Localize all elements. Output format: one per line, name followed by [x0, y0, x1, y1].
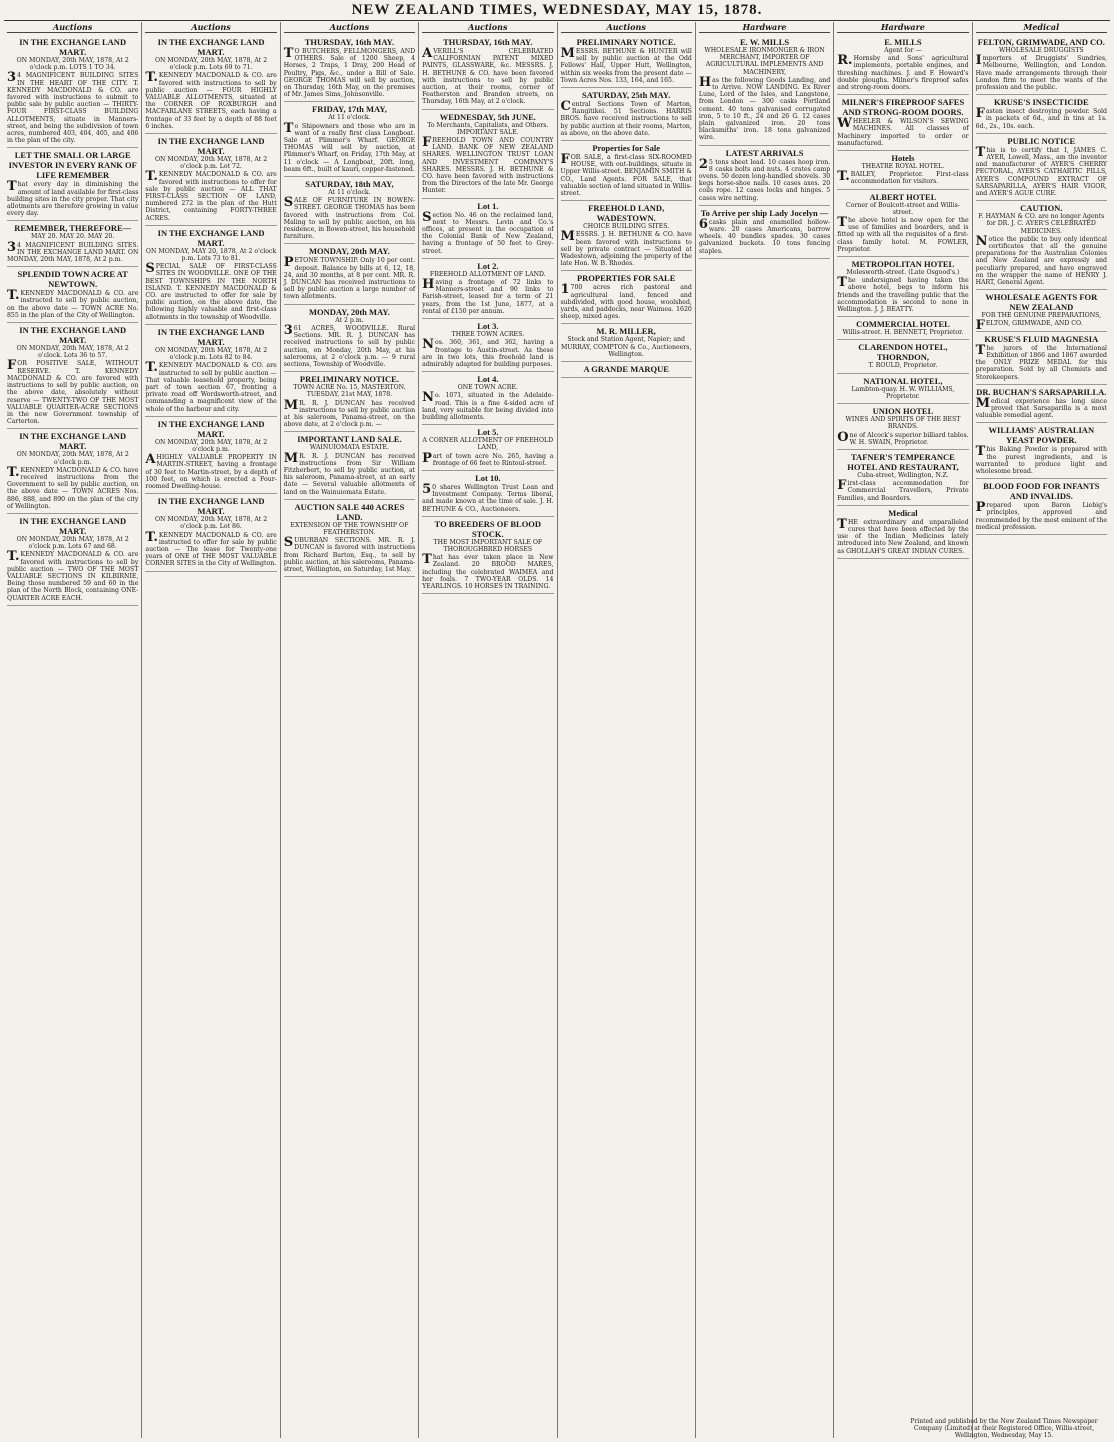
ad-body: Has the following Goods Landing, and to Arrive. NOW LANDING. Ex River Lune, Lord of the Isles, and Langstone, from London — 300 casks Portland cement. 40 tons galvanised corrugated iron, 5 to 10 ft., 24 and 26 G. 12 cases plain galvanized iron. 20 tons blacksmiths' iron. 18 tons galvanized wire.: [698, 74, 831, 142]
ad-title: IN THE EXCHANGE LAND MART.: [19, 325, 127, 346]
advertisement: [699, 35, 830, 146]
ad-body: 1700 acres rich pastoral and agricultural land, fenced and subdivided, with good house, woolshed, yards, and paddocks, near Waimea. 1620 sheep, mixed ages.: [560, 282, 692, 321]
advertisement: [422, 372, 553, 425]
ad-sub: At 2 p.m.: [335, 316, 364, 324]
advertisement: [422, 319, 553, 372]
ad-body: T.KENNEDY MACDONALD & CO. are instructed to sell by public auction — That valuable leasehold property, being part of town section 67, fronting a private road off Wordsworth-street, and commanding a magnificent view of the whole of the harbour and city.: [145, 360, 277, 413]
ad-body: First-class accommodation for Commercial Travellers, Private Families, and Boarders.: [837, 478, 969, 502]
ad-title: WEDNESDAY, 5th JUNE.: [439, 111, 536, 122]
ad-body: T.KENNEDY MACDONALD & CO. are instructed to sell by public auction, on the above date — TOWN ACRE No. 855 in the plan of the City of Wellington.: [7, 288, 139, 319]
ad-title: METROPOLITAN HOTEL: [851, 259, 955, 270]
ad-title: Lot 10.: [475, 472, 501, 483]
ad-body: SUBURBAN SECTIONS. MR. R. J. DUNCAN is favored with instructions from Richard Barton, Esq., to sell by public auction, at his salerooms, Panama-street, Wellington, on Saturday, 1st May.: [283, 535, 416, 573]
ad-title: IN THE EXCHANGE LAND MART.: [157, 326, 265, 347]
advertisement: [976, 332, 1107, 385]
ad-title: MILNER'S FIREPROOF SAFES AND STRONG-ROOM DOORS.: [841, 97, 965, 118]
advertisement: [837, 506, 968, 559]
ad-title: AUCTION SALE 440 ACRES LAND.: [294, 501, 405, 522]
column-heading: Auctions: [284, 22, 415, 33]
ad-body: T.BAILEY, Proprietor. First-class accommodation for visitors.: [837, 169, 969, 186]
column-heading: Medical: [976, 22, 1107, 33]
ad-sub: F. HAYMAN & CO. are no longer Agents for DR. J. C. AYER'S CELEBRATED MEDICINES.: [978, 213, 1105, 235]
advertisement: [837, 151, 968, 190]
advertisement: [145, 325, 276, 417]
ad-title: Lot 5.: [477, 427, 499, 438]
ad-title: CAUTION.: [1020, 203, 1063, 214]
ad-sub: T. ROULD, Proprietor.: [868, 362, 938, 370]
advertisement: [837, 35, 968, 95]
advertisement: [699, 146, 830, 206]
ad-sub: ON MONDAY, 20th MAY, 1878, At 2 o'clock p.m. LOTS 1 TO 34.: [16, 57, 129, 72]
column-heading: Hardware: [837, 22, 968, 33]
ad-title: Lot 1.: [477, 200, 499, 211]
ad-title: WILLIAMS' AUSTRALIAN YEAST POWDER.: [988, 425, 1095, 446]
imprint-footer: Printed and published by the New Zealand Times Newspaper Company (Limited) at their Registered Office, Willis-street, Wellington, Wednesday, May 15.: [910, 1418, 1098, 1439]
ad-body: Fasten insect destroying powder. Sold in packets of 6d., and in tins at 1s. 6d., 2s., 10s. each.: [975, 106, 1107, 130]
ad-title: M. R. MILLER,: [596, 326, 656, 337]
ad-sub: ON MONDAY, 20th MAY, 1878, At 2 o'clock. Lots 36 to 57.: [16, 345, 129, 360]
advertisement: [284, 432, 415, 499]
ad-body: WHEELER & WILSON'S SEWING MACHINES. All classes of Machinery imported to order or manufactured.: [837, 116, 969, 147]
advertisement: [976, 201, 1107, 290]
ad-title: Properties for Sale: [592, 143, 661, 154]
advertisement: [7, 429, 138, 514]
column-1: [4, 22, 142, 1438]
ad-title: Medical: [888, 507, 918, 518]
ad-title: SATURDAY, 25th MAY.: [582, 90, 671, 101]
column-6: [696, 22, 834, 1438]
ad-body: MR. R. J. DUNCAN has received instructions from Sir William Fitzherbert, to sell by public auction, at his saleroom, Panama-street, at an early date — Several valuable allotments of land on the Wainuiomata Estate.: [283, 450, 416, 496]
ad-title: E. W. MILLS: [739, 37, 790, 47]
ad-sub: Corner of Boulcott-street and Willis-street.: [845, 201, 960, 216]
advertisement: [976, 95, 1107, 134]
ad-body: 50 shares Wellington Trust Loan and Investment Company. Terms liberal, and made known at the time of sale. J. H. BETHUNE & CO., Auctioneers.: [422, 481, 554, 513]
column-5: [558, 22, 696, 1438]
ad-title: IN THE EXCHANGE LAND MART.: [19, 431, 127, 452]
ad-title: Lot 4.: [477, 374, 499, 385]
advertisement: [284, 500, 415, 577]
ad-title: SATURDAY, 18th MAY,: [305, 179, 394, 190]
ad-sub: Willis-street. H. BENNETT, Proprietor.: [842, 329, 964, 337]
ad-sub: EXTENSION OF THE TOWNSHIP OF FEATHERSTON.: [290, 521, 409, 536]
advertisement: [7, 35, 138, 148]
column-8: [973, 22, 1110, 1438]
ad-title: CLARENDON HOTEL, THORNDON,: [858, 342, 948, 363]
ad-title: MONDAY, 20th MAY.: [308, 246, 390, 257]
ad-title: Lot 3.: [477, 321, 499, 332]
ad-title: A GRANDE MARQUE: [583, 364, 669, 375]
advertisement: [284, 177, 415, 244]
advertisement: [837, 450, 968, 506]
ad-body: This is to certify that I, JAMES C. AYER, Lowell, Mass., am the inventor and manufacturer of AYER'S CHERRY PECTORAL, AYER'S CATHARTIC PILLS, AYER'S COMPOUND EXTRACT OF SARSAPARILLA, AYER'S HAIR VIGOR, and AYER'S AGUE CURE.: [975, 144, 1107, 198]
ad-sub: At 11 o'clock.: [328, 114, 371, 122]
advertisement: [145, 134, 276, 226]
ad-title: IN THE EXCHANGE LAND MART.: [157, 418, 265, 439]
ad-title: LET THE SMALL OR LARGE INVESTOR IN EVERY RANK OF LIFE REMEMBER: [8, 150, 137, 181]
ad-title: NATIONAL HOTEL,: [863, 375, 943, 386]
ad-title: IN THE EXCHANGE LAND MART.: [157, 227, 265, 248]
ad-body: Importers of Druggists' Sundries, Melbourne, Wellington, and London. Have made arrangements through their London firm to meet the wants of the profession and the public.: [975, 53, 1107, 92]
ad-body: One of Alcock's superior billiard tables. W. H. SWAIN, Proprietor.: [837, 429, 969, 446]
ad-body: That has ever taken place in New Zealand. 20 BROOD MARES, including the celebrated WAIMEA and her foals. 7 TWO-YEAR OLDS. 14 YEARLINGS. 10 HORSES IN TRAINING.: [422, 552, 554, 590]
advertisement: [422, 425, 553, 471]
ad-sub: ON MONDAY, 20th MAY, 1878, At 2 o'clock p.m.: [154, 438, 268, 453]
ad-title: PUBLIC NOTICE: [1007, 135, 1076, 146]
ad-body: FELTON, GRIMWADE, AND CO.: [975, 318, 1083, 334]
ad-title: PROPERTIES FOR SALE: [576, 273, 676, 284]
advertisement: [561, 362, 692, 378]
advertisement: [699, 206, 830, 259]
ad-title: MONDAY, 20th MAY.: [308, 306, 390, 317]
ad-title: Hotels: [891, 153, 915, 164]
ad-sub: FOR THE GENUINE PREPARATIONS,: [981, 312, 1102, 320]
advertisement: [7, 148, 138, 221]
ad-body: That every day in diminishing the amount of land available for first-class building sites in the city proper. That city allotments are therefore growing in value every day.: [7, 179, 139, 218]
advertisement: [561, 201, 692, 271]
advertisement: [837, 404, 968, 450]
ad-title: DR. BUCHAN'S SARSAPARILLA.: [976, 386, 1107, 397]
column-heading: Auctions: [145, 22, 276, 33]
advertisement: [422, 199, 553, 259]
ad-sub: Lambton-quay. H. W. WILLIAMS, Proprietor.: [851, 385, 955, 400]
ad-body: SALE OF FURNITURE IN BOWEN-STREET. GEORGE THOMAS has been favored with instructions from Col. Maling to sell by public auction, on his residence, in Bowen-street, his household furniture.: [283, 195, 416, 241]
ad-title: LATEST ARRIVALS: [725, 147, 804, 158]
ad-sub: ON MONDAY, 20th MAY, 1878, At 2 o'clock p.m. Lot 86.: [154, 516, 268, 531]
ad-sub: ON MONDAY, 20th MAY, 1878, At 2 o'clock p.m. Lots 69 to 71.: [154, 57, 268, 72]
advertisement: [422, 471, 553, 517]
advertisement: [7, 323, 138, 429]
advertisement: [837, 95, 968, 151]
ad-body: To Shipowners and those who are in want of a really first class Longboat. Sale at Plimmer's Wharf. GEORGE THOMAS will sell by auction, at Plimmer's Wharf, on Friday, 17th May, at 11 o'clock — A Longboat, 20ft. long, beam 6ft., built of kauri, copper-fastened.: [283, 120, 416, 173]
ad-sub: MAY 20. MAY 20. MAY 20.: [31, 233, 115, 241]
column-7: [834, 22, 972, 1438]
ad-body: MESSRS. J. H. BETHUNE & CO. have been favored with instructions to sell by private contract — Situated at Wadestown, adjoining the property of the late Hon. W. B. Rhodes.: [560, 229, 692, 268]
ad-sub: TOWN ACRE No. 15, MASTERTON. TUESDAY, 21st MAY, 1878.: [293, 384, 406, 399]
advertisement: [976, 479, 1107, 535]
ad-title: SPLENDID TOWN ACRE AT NEWTOWN.: [17, 269, 128, 290]
ad-body: T.KENNEDY MACDONALD & CO. are favored with instructions to sell by public auction — TWO OF THE MOST VALUABLE SECTIONS IN KILBIRNIE, Being those numbered 59 and 60 in the plan of the North Block, containing ONE-QUARTER ACRE EACH.: [7, 549, 139, 602]
ad-body: The jurors of the International Exhibition of 1866 and 1867 awarded the ONLY PRIZE MEDAL for this preparation. Sold by all Chemists and Storekeepers.: [975, 342, 1107, 381]
ad-body: T.KENNEDY MACDONALD & CO. have received instructions from the Government to sell by public auction, on the above date — TOWN ACRES Nos. 886, 888, and 890 on the plan of the city of Wellington.: [7, 464, 139, 510]
column-heading: Auctions: [7, 22, 138, 33]
advertisement: [145, 35, 276, 134]
ad-body: THE extraordinary and unparalleled cures that have been effected by the use of the Indian Medicines lately introduced into New Zealand, and known as GHOLLAH'S GREAT INDIAN CURES.: [837, 516, 969, 555]
advertisement: [145, 226, 276, 325]
ad-title: TO BREEDERS OF BLOOD STOCK.: [434, 518, 542, 539]
ad-sub: To Merchants, Capitalists, and Others. IMPORTANT SALE.: [427, 121, 549, 136]
ad-body: The above hotel is now open for the use of families and boarders, and is fitted up with all the requisites of a first-class family hotel. M. FOWLER, Proprietor.: [837, 215, 969, 253]
ad-title: REMEMBER, THEREFORE—: [14, 223, 132, 234]
advertisement: [145, 417, 276, 494]
ad-title: WHOLESALE AGENTS FOR NEW ZEALAND: [985, 292, 1098, 313]
advertisement: [976, 385, 1107, 424]
ad-title: E. MILLS: [884, 37, 922, 47]
advertisement: [422, 35, 553, 110]
ad-title: IN THE EXCHANGE LAND MART.: [19, 37, 127, 57]
ad-sub: WHOLESALE DRUGGISTS: [999, 47, 1084, 54]
ad-title: IN THE EXCHANGE LAND MART.: [157, 136, 265, 157]
ad-title: KRUSE'S FLUID MAGNESIA: [984, 333, 1099, 344]
advertisement: [837, 340, 968, 373]
column-heading: Hardware: [699, 22, 830, 33]
advertisement: [7, 514, 138, 606]
ad-title: FRIDAY, 17th MAY,: [312, 104, 387, 115]
advertisement: [837, 190, 968, 257]
ad-title: THURSDAY, 16th MAY.: [443, 37, 533, 47]
ad-sub: Molesworth-street. (Late Osgood's.): [846, 269, 960, 277]
ad-body: Nos. 360, 361, and 362, having a frontage to Austin-street. As these are in two lots, this freehold land is admirably adapted for building purposes.: [422, 337, 554, 368]
column-2: [142, 22, 280, 1438]
advertisement: [284, 305, 415, 372]
ad-title: THURSDAY, 16th MAY.: [304, 37, 395, 47]
advertisement: [837, 374, 968, 404]
ad-title: UNION HOTEL: [872, 406, 934, 417]
advertisement: [975, 290, 1107, 334]
ad-sub: CHOICE BUILDING SITES.: [583, 223, 670, 231]
ad-body: T.KENNEDY MACDONALD & CO. are favored with instructions to offer for sale by public auction — ALL THAT FIRST-CLASS SECTION OF LAND, numbered 272 in the plan of the Hutt District, containing FORTY-THREE ACRES.: [145, 169, 277, 222]
ad-body: R.Hornsby and Sons' agricultural implements, portable engines, and threshing machines. J. and F. Howard's double ploughs. Milner's fireproof safes and strong-room doors.: [837, 53, 969, 92]
ad-body: AVERILL'S CELEBRATED CALIFORNIAN PATENT MIXED PAINTS, GLASSWARE, &c. MESSRS. J. H. BETHUNE & CO. have been favored with instructions to sell by public auction, at their rooms, corner of Featherston and Brandon streets, on Thursday, 16th May, at 2 o'clock.: [422, 46, 554, 106]
ad-body: This Baking Powder is prepared with the purest ingredients, and is warranted to produce light and wholesome bread.: [975, 444, 1107, 475]
ad-sub: THE MOST IMPORTANT SALE OF THOROUGHBRED HORSES: [433, 538, 543, 553]
ad-body: SPECIAL SALE OF FIRST-CLASS SITES IN WOODVILLE. ONE OF THE BEST TOWNSHIPS IN THE NORTH ISLAND. T. KENNEDY MACDONALD & CO. are instructed to offer for sale by public auction, on the above date, the following highly valuable and first-class allotments in the township of Woodville.: [145, 261, 277, 321]
advertisement: [284, 102, 415, 177]
ad-title: COMMERCIAL HOTEL: [856, 319, 950, 330]
ad-title: KRUSE'S INSECTICIDE: [993, 97, 1089, 108]
ad-title: IN THE EXCHANGE LAND MART.: [19, 515, 127, 536]
ad-body: Medical experience has long since proved that Sarsaparilla is a most valuable remedial agent.: [975, 395, 1107, 420]
advertisement: [7, 221, 138, 267]
advertisement: [837, 317, 968, 340]
advertisement: [561, 271, 692, 324]
ad-title: TAFNER'S TEMPERANCE HOTEL AND RESTAURANT,: [847, 451, 959, 472]
ad-body: FOR POSITIVE SALE, WITHOUT RESERVE. T. KENNEDY MACDONALD & CO. are favored with instructions to sell by public auction, on the above date, absolutely without reserve — TWENTY-TWO OF THE MOST VALUABLE QUARTER-ACRE SECTIONS in the new Government township of Carterton.: [7, 358, 139, 426]
ad-sub: Agent for —: [884, 47, 922, 54]
ad-body: MR. R. J. DUNCAN has received instructions to sell by public auction at his saleroom, Panama-street, on the above date, at 2 o'clock p.m. —: [283, 397, 416, 429]
ad-title: IN THE EXCHANGE LAND MART.: [157, 37, 265, 57]
ad-body: T.KENNEDY MACDONALD & CO. are favored with instructions to sell by public auction — FOUR HIGHLY VALUABLE ALLOTMENTS, situated at the CORNER OF ROXBURGH and MACFARLANE STREETS, each having a frontage of 33 feet by a depth of 88 feet 6 inches.: [145, 70, 277, 130]
ad-title: IN THE EXCHANGE LAND MART.: [157, 496, 265, 517]
ad-title: Lot 2.: [477, 260, 499, 271]
ad-sub: THREE TOWN ACRES.: [451, 331, 525, 339]
ad-body: Notice the public to buy only identical certificates that all the genuine preparations for the Australian Colonies and New Zealand are expressly and peculiarly prepared, and have engraved on the wrapper the name of HENRY J. HART, General Agent.: [975, 233, 1107, 287]
advertisement: [284, 372, 415, 432]
column-heading: Auctions: [422, 22, 553, 33]
ad-title: IMPORTANT LAND SALE.: [297, 434, 402, 445]
newspaper-columns: [4, 22, 1110, 1438]
advertisement: [422, 517, 553, 594]
ad-body: Central Sections Town of Marton, Rangitikei. 51 Sections. HARRIS BROS. have received instructions to sell by public auction at their rooms, Marton, as above, on the above date.: [560, 99, 692, 137]
ad-body: Section No. 46 on the reclaimed land, next to Messrs. Levin and Co.'s offices, at present in the occupation of the Colonial Bank of New Zealand, having a frontage of 50 feet to Grey-street.: [422, 209, 554, 255]
ad-sub: ON MONDAY, 20th MAY, 1878, At 2 o'clock p.m. Lot 72.: [154, 156, 268, 171]
ad-sub: WHOLESALE IRONMONGER & IRON MERCHANT, IMPORTER OF AGRICULTURAL IMPLEMENTS AND MACHINERY,: [704, 47, 825, 76]
ad-sub: WAINUIOMATA ESTATE.: [309, 444, 389, 452]
ad-title: FREEHOLD LAND, WADESTOWN.: [588, 203, 665, 224]
column-heading: Auctions: [561, 22, 692, 33]
ad-body: 361 ACRES, WOODVILLE. Rural Sections. MR. R. J. DUNCAN has received instructions to sell by public auction, on Monday, 20th May, at his salerooms, at 2 o'clock p.m. — 9 rural sections, Township of Woodville.: [283, 322, 416, 368]
advertisement: [976, 134, 1107, 201]
ad-sub: ON MONDAY, MAY 20, 1878, At 2 o'clock p.m. Lots 73 to 81.: [145, 247, 277, 263]
ad-sub: Stock and Station Agent, Napier; and MURRAY, COMPTON & Co., Auctioneers, Wellington.: [560, 336, 692, 358]
ad-title: PRELIMINARY NOTICE.: [576, 37, 676, 47]
masthead-rule: [4, 20, 1110, 21]
ad-sub: At 11 o'clock.: [328, 189, 371, 197]
ad-body: 34 MAGNIFICENT BUILDING SITES. IN THE EXCHANGE LAND MART. ON MONDAY, 20th MAY, 1878, At 2 p.m.: [7, 239, 139, 264]
newspaper-masthead: NEW ZEALAND TIMES, WEDNESDAY, MAY 15, 1878.: [351, 2, 763, 18]
column-3: [281, 22, 419, 1438]
ad-body: T.KENNEDY MACDONALD & CO. are instructed to offer for sale by public auction — The lease for Twenty-one years of ONE of THE MOST VALUABLE CORNER SITES in the City of Wellington.: [145, 529, 277, 568]
advertisement: [422, 259, 553, 319]
advertisement: [976, 35, 1107, 95]
advertisement: [976, 423, 1107, 479]
ad-title: PRELIMINARY NOTICE.: [299, 374, 399, 385]
ad-body: Prepared upon Baron Liebig's principles, approved and recommended by the most eminent of the medical profession.: [975, 500, 1107, 531]
ad-title: ALBERT HOTEL: [869, 191, 937, 202]
advertisement: [561, 141, 692, 201]
ad-body: 25 tons sheet lead. 10 cases hoop iron. 8 casks bolts and nuts. 4 crates camp ovens. 50 dozen long-handled shovels. 30 kegs horse-shoe nails. 10 cases axes. 20 coils rope. 12 cases locks and hinges. 5 cases wire netting.: [698, 156, 831, 202]
ad-sub: ON MONDAY, 20th MAY, 1878, At 2 o'clock p.m. Lots 67 and 68.: [16, 535, 129, 551]
ad-title: BLOOD FOOD FOR INFANTS AND INVALIDS.: [983, 481, 1100, 502]
ad-sub: A CORNER ALLOTMENT OF FREEHOLD LAND,: [422, 437, 554, 452]
advertisement: [561, 35, 692, 88]
advertisement: [422, 110, 553, 199]
ad-body: FOR SALE, a first-class SIX-ROOMED HOUSE, with out-buildings, situate in Upper Willis-street. BENJAMIN SMITH & CO., Land Agents. FOR SALE, that valuable section of land situated in Willis-street.: [560, 152, 692, 198]
ad-body: TO BUTCHERS, FELLMONGERS, AND OTHERS. Sale of 1200 Sheep, 4 Horses, 2 Traps, 1 Dray, 200 Head of Poultry, Pigs, &c., under a Bill of Sale. GEORGE THOMAS will sell by auction, on Thursday, 16th May, on the premises of Mr. James Sims, Johnsonville.: [283, 46, 416, 99]
ad-body: AHIGHLY VALUABLE PROPERTY IN MARTIN-STREET, having a frontage of 30 feet to Martin-street, by a depth of 100 feet, on which is erected a Four-roomed Dwelling-house.: [145, 452, 277, 490]
column-4: [419, 22, 557, 1438]
advertisement: [284, 35, 415, 102]
ad-sub: FREEHOLD ALLOTMENT OF LAND.: [429, 270, 546, 278]
advertisement: [837, 257, 968, 317]
ad-body: MESSRS. BETHUNE & HUNTER will sell by public auction at the Odd Fellows' Hall, Upper Hutt, Wellington, within six weeks from the present date — Town Acres Nos. 133, 164, and 165.: [560, 46, 692, 84]
ad-body: The undersigned having taken the above hotel, begs to inform his friends and the travelling public that the accommodation is second to none in Wellington. J. J. BEATTY.: [837, 275, 969, 314]
ad-body: 34 MAGNIFICENT BUILDING SITES IN THE HEART OF THE CITY. T. KENNEDY MACDONALD & CO. are favored with instructions to submit to public sale by public auction — THIRTY-FOUR FIRST-CLASS BUILDING ALLOTMENTS, situate in Manners-street, and being the subdivision of town acres, numbered 403, 404, 405, and 406 in the plan of the city.: [7, 70, 139, 145]
advertisement: [7, 267, 138, 323]
ad-body: No. 1071, situated in the Adelaide-road. This is a fine 4-sided acre of land, very suitable for being divided into building allotments.: [422, 390, 554, 421]
advertisement: [561, 88, 692, 141]
advertisement: [145, 494, 276, 571]
ad-sub: Cuba-street, Wellington, N.Z.: [857, 471, 949, 479]
ad-body: Having a frontage of 72 links to Manners-street and 90 links to Farish-street, leased for a term of 21 years, from the 1st June, 1877, at a rental of £150 per annum.: [422, 277, 554, 315]
ad-body: 6casks plain and enamelled hollow-ware. 20 cases Americans, barrow wheels. 40 bundles spades. 30 cases galvanized buckets. 10 tons fencing staples.: [698, 216, 831, 255]
ad-body: Part of town acre No. 265, having a frontage of 66 feet to Rintoul-street.: [422, 450, 554, 467]
ad-body: FREEHOLD TOWN AND COUNTRY LAND. BANK OF NEW ZEALAND SHARES. WELLINGTON TRUST LOAN AND INVESTMENT COMPANY'S SHARES. MESSRS. J. H. BETHUNE & CO. have been favored with instructions from the Directors of the late Mr. George Hunter.: [422, 135, 554, 195]
advertisement: [561, 324, 692, 362]
ad-sub: WINES AND SPIRITS OF THE BEST BRANDS.: [845, 416, 961, 431]
ad-title: FELTON, GRIMWADE, AND CO.: [977, 37, 1105, 47]
ad-title: To Arrive per ship Lady Jocelyn —: [700, 207, 829, 218]
ad-sub: ON MONDAY, 20th MAY, 1878, At 2 o'clock p.m.: [16, 451, 129, 466]
ad-body: PETONE TOWNSHIP. Only 10 per cent. deposit. Balance by bills at 6, 12, 18, 24, and 30 months, at 8 per cent. MR. R. J. DUNCAN has received instructions to sell by public auction a large number of town allotments.: [283, 255, 416, 301]
advertisement: [284, 244, 415, 304]
ad-sub: THEATRE ROYAL HOTEL.: [861, 163, 945, 171]
ad-sub: ON MONDAY, 20th MAY, 1878, At 2 o'clock p.m. Lots 82 to 84.: [154, 346, 268, 362]
ad-sub: ONE TOWN ACRE.: [457, 384, 518, 392]
